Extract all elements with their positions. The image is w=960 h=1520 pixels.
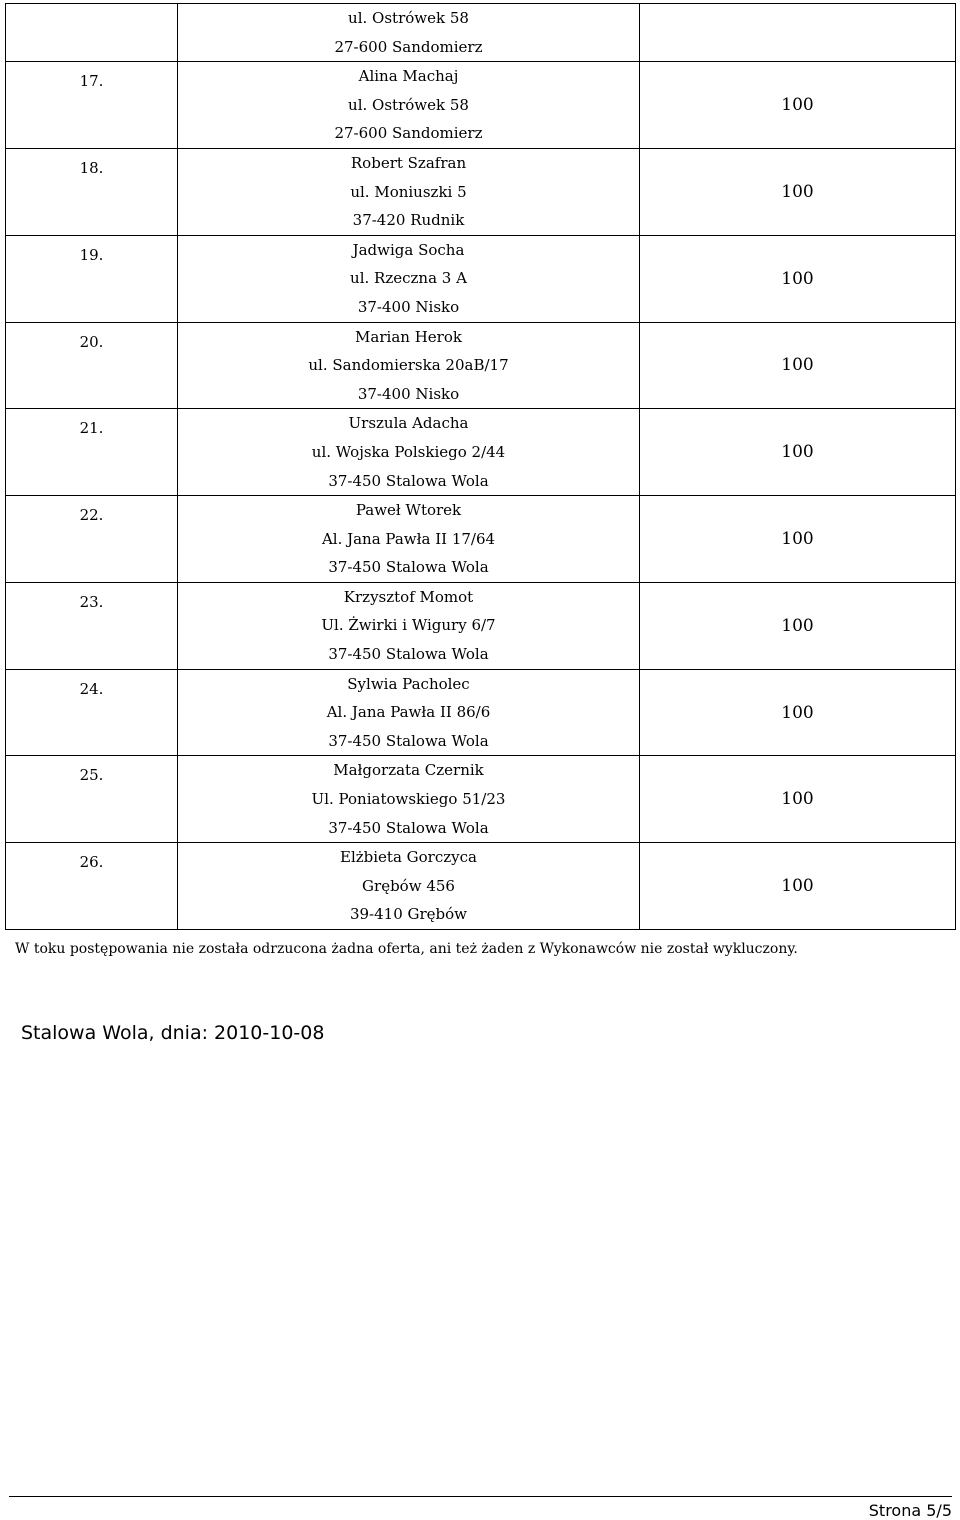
address-street: ul. Ostrówek 58	[348, 95, 469, 114]
address-street: ul. Ostrówek 58	[348, 9, 469, 27]
address-street: Ul. Żwirki i Wigury 6/7	[321, 616, 496, 635]
table-row	[6, 756, 956, 843]
score-value: 100	[781, 528, 814, 549]
address-city: 37-400 Nisko	[357, 384, 460, 403]
address-cell	[178, 669, 640, 756]
address-city: 27-600 Sandomierz	[334, 37, 483, 56]
row-number-cell	[6, 62, 178, 149]
table-row	[6, 62, 956, 149]
row-number: 22.	[79, 506, 104, 525]
address-cell	[178, 843, 640, 930]
table-row-continuation	[6, 4, 956, 62]
table-row	[6, 235, 956, 322]
table-row	[6, 148, 956, 235]
contractor-name: Krzysztof Momot	[343, 587, 474, 606]
address-city: 37-400 Nisko	[357, 297, 460, 316]
score-cell	[640, 843, 956, 930]
contractor-name: Urszula Adacha	[348, 414, 469, 433]
address-city: 37-420 Rudnik	[352, 211, 465, 230]
table-row	[6, 322, 956, 409]
address-city: 37-450 Stalowa Wola	[328, 558, 489, 577]
score-value: 100	[781, 95, 814, 116]
address-street: Grębów 456	[362, 876, 455, 895]
contractor-name: Paweł Wtorek	[355, 501, 462, 520]
table-row	[6, 496, 956, 583]
address-city: 37-450 Stalowa Wola	[328, 645, 489, 664]
row-number: 21.	[79, 419, 104, 438]
score-cell	[640, 496, 956, 583]
score-value: 100	[781, 702, 814, 723]
address-cell	[178, 496, 640, 583]
score-value: 100	[781, 876, 814, 897]
contractor-name: Marian Herok	[355, 327, 462, 346]
table-row	[6, 582, 956, 669]
row-number-cell	[6, 409, 178, 496]
score-cell	[640, 235, 956, 322]
address-cell	[178, 322, 640, 409]
address-cell	[178, 148, 640, 235]
score-cell	[640, 4, 956, 62]
row-number: 25.	[79, 766, 104, 785]
address-city: 37-450 Stalowa Wola	[328, 731, 489, 750]
address-street: Al. Jana Pawła II 86/6	[326, 703, 491, 722]
address-cell	[178, 4, 640, 62]
address-street: ul. Moniuszki 5	[350, 182, 467, 201]
score-value: 100	[781, 442, 814, 463]
table-row	[6, 409, 956, 496]
score-value: 100	[781, 789, 814, 810]
footer-divider	[9, 1496, 952, 1497]
address-cell	[178, 62, 640, 149]
row-number: 20.	[79, 332, 104, 351]
address-street: ul. Wojska Polskiego 2/44	[311, 442, 506, 461]
row-number: 26.	[79, 853, 104, 872]
row-number: 18.	[79, 158, 104, 177]
row-number: 19.	[79, 245, 104, 264]
address-city: 37-450 Stalowa Wola	[328, 818, 489, 837]
contractor-name: Małgorzata Czernik	[333, 761, 484, 780]
address-city: 39-410 Grębów	[349, 905, 468, 924]
row-number: 23.	[79, 592, 104, 611]
row-number-cell	[6, 496, 178, 583]
score-cell	[640, 756, 956, 843]
score-cell	[640, 322, 956, 409]
score-cell	[640, 62, 956, 149]
row-number-cell	[6, 669, 178, 756]
row-number-cell	[6, 235, 178, 322]
score-value: 100	[781, 181, 814, 202]
contractor-name: Robert Szafran	[350, 153, 467, 172]
page-number: Strona 5/5	[868, 1501, 952, 1520]
row-number: 17.	[79, 72, 104, 91]
procedure-note: W toku postępowania nie została odrzucona żadna oferta, ani też żaden z Wykonawców nie został wykluczony.	[15, 941, 798, 957]
score-cell	[640, 409, 956, 496]
score-cell	[640, 669, 956, 756]
address-cell	[178, 756, 640, 843]
contractor-name: Elżbieta Gorczyca	[340, 848, 477, 867]
row-number-cell	[6, 582, 178, 669]
offers-table	[5, 3, 956, 930]
address-street: ul. Sandomierska 20aB/17	[308, 356, 509, 375]
table-row	[6, 669, 956, 756]
address-cell	[178, 582, 640, 669]
row-number-cell	[6, 148, 178, 235]
table-row	[6, 843, 956, 930]
score-value: 100	[781, 268, 814, 289]
row-number-cell	[6, 843, 178, 930]
row-number-cell	[6, 4, 178, 62]
contractor-name: Alina Machaj	[358, 67, 459, 86]
address-cell	[178, 409, 640, 496]
address-city: 37-450 Stalowa Wola	[328, 471, 489, 490]
address-street: ul. Rzeczna 3 A	[350, 269, 467, 288]
address-city: 27-600 Sandomierz	[334, 124, 483, 143]
score-value: 100	[781, 615, 814, 636]
score-cell	[640, 582, 956, 669]
contractor-name: Jadwiga Socha	[352, 240, 465, 259]
contractor-name: Sylwia Pacholec	[347, 674, 470, 693]
address-cell	[178, 235, 640, 322]
row-number-cell	[6, 756, 178, 843]
score-value: 100	[781, 355, 814, 376]
address-street: Ul. Poniatowskiego 51/23	[311, 790, 506, 809]
address-street: Al. Jana Pawła II 17/64	[321, 529, 496, 548]
place-and-date: Stalowa Wola, dnia: 2010-10-08	[21, 1022, 325, 1044]
row-number: 24.	[79, 679, 104, 698]
score-cell	[640, 148, 956, 235]
row-number-cell	[6, 322, 178, 409]
